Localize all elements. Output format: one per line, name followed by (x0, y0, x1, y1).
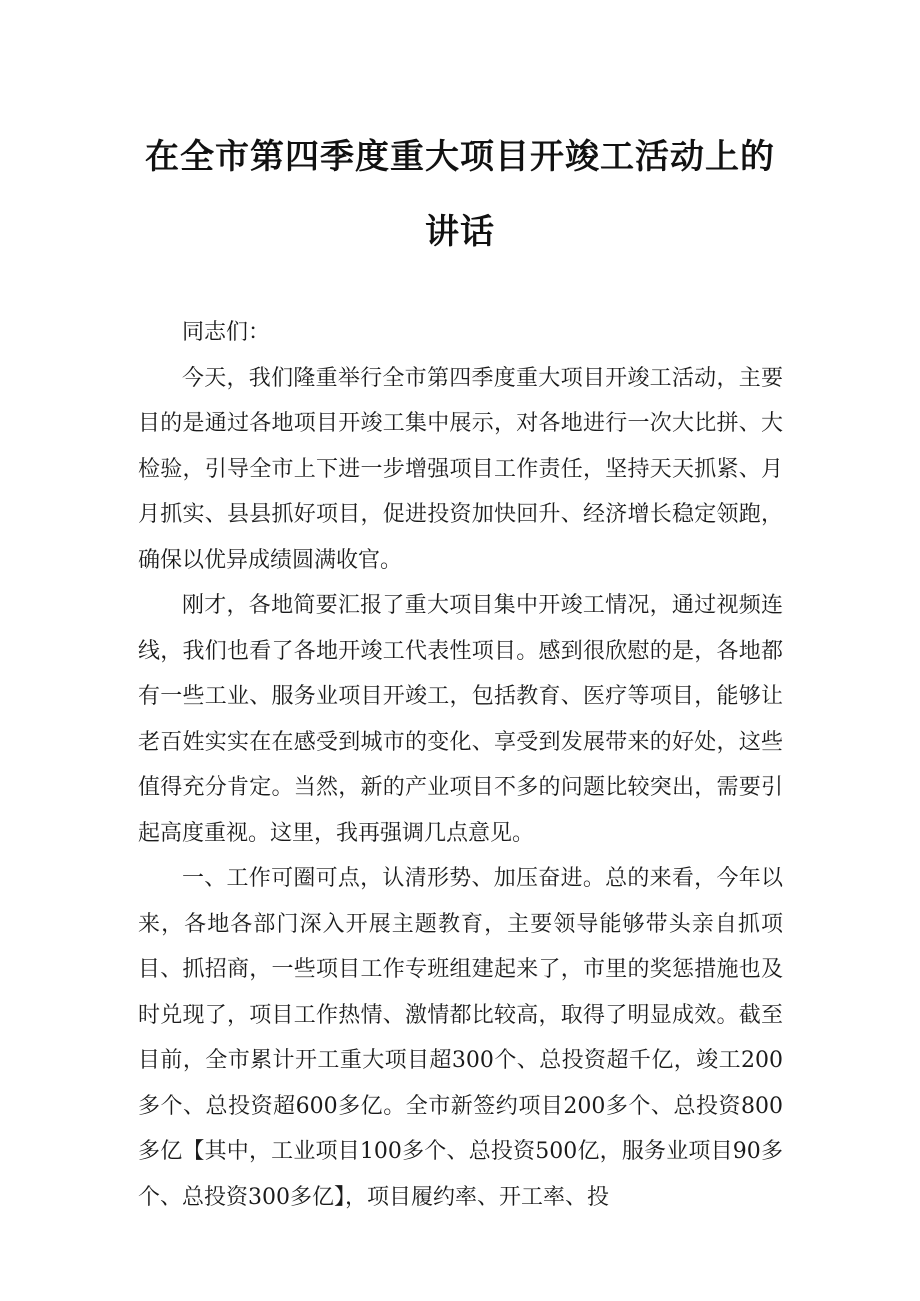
paragraph-2: 刚才，各地简要汇报了重大项目集中开竣工情况，通过视频连线，我们也看了各地开竣工代表性项目。感到很欣慰的是，各地都有一些工业、服务业项目开竣工，包括教育、医疗等项目，能够让老百姓实实在在感受到城市的变化、享受到发展带来的好处，这些值得充分肯定。当然，新的产业项目不多的问题比较突出，需要引起高度重视。这里，我再强调几点意见。 (138, 593, 783, 846)
document-title-line-2: 讲话 (425, 212, 495, 252)
paragraph-1: 今天，我们隆重举行全市第四季度重大项目开竣工活动，主要目的是通过各地项目开竣工集中展示，对各地进行一次大比拼、大检验，引导全市上下进一步增强项目工作责任，坚持天天抓紧、月月抓实、县县抓好项目，促进投资加快回升、经济增长稳定领跑，确保以优异成绩圆满收官。 (138, 365, 783, 573)
document-body (138, 310, 783, 1220)
paragraph-3: 一、工作可圈可点，认清形势、加压奋进。总的来看，今年以来，各地各部门深入开展主题教育，主要领导能够带头亲自抓项目、抓招商，一些项目工作专班组建起来了，市里的奖惩措施也及时兑现了，项目工作热情、激情都比较高，取得了明显成效。截至目前，全市累计开工重大项目超300个、总投资超千亿，竣工200多个、总投资超600多亿。全市新签约项目200多个、总投资800多亿【其中，工业项目100多个、总投资500亿，服务业项目90多个、总投资300多亿】，项目履约率、开工率、投 (138, 866, 783, 1210)
salutation: 同志们： (182, 320, 271, 345)
document-title-line-1: 在全市第四季度重大项目开竣工活动上的 (145, 137, 775, 177)
